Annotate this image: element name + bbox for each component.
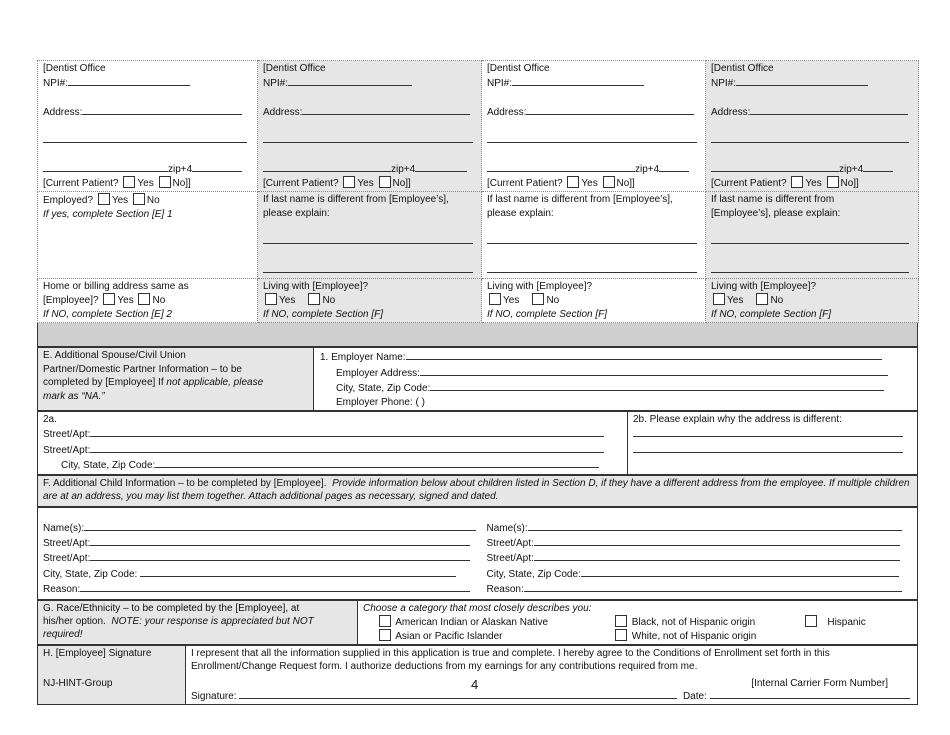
street-apt-field-1[interactable]: [534, 535, 900, 546]
home-address-yes-checkbox[interactable]: [103, 293, 115, 305]
date-field[interactable]: [710, 688, 910, 699]
checkbox-no[interactable]: [159, 176, 171, 188]
carrier-form-number: [Internal Carrier Form Number]: [751, 678, 888, 689]
section-e-title-line-2: Partner/Domestic Partner Information – to be: [43, 363, 242, 375]
zip-label: zip+4: [391, 163, 416, 175]
city-field[interactable]: [263, 161, 391, 172]
living-with-note: If NO, complete Section [F]: [487, 308, 608, 320]
explain-line-2[interactable]: [711, 262, 909, 273]
employed-note: If yes, complete Section [E] 1: [43, 208, 173, 220]
names-field[interactable]: [84, 520, 476, 531]
hispanic-checkbox[interactable]: [805, 615, 817, 627]
section-g: [37, 600, 918, 645]
dentist-office-cell-2[interactable]: [258, 61, 482, 192]
current-patient-label: [Current Patient?: [487, 178, 563, 190]
employer-address-label: Employer Address:: [336, 367, 420, 379]
address-field[interactable]: [82, 104, 242, 115]
employed-question: Employed?: [43, 195, 94, 207]
street-apt-label: Street/Apt:: [43, 537, 91, 549]
employed-yes-checkbox[interactable]: [98, 193, 110, 205]
street-apt-label: Street/Apt:: [43, 444, 91, 456]
living-with-note: If NO, complete Section [F]: [263, 308, 384, 320]
address-field[interactable]: [302, 104, 470, 115]
section-e-title: [38, 348, 314, 411]
address-line-2[interactable]: [263, 132, 473, 143]
npi-field[interactable]: [288, 75, 412, 86]
npi-label: NPI#:: [487, 78, 513, 90]
yes-label: Yes: [727, 295, 744, 307]
living-with-cell-4: [706, 279, 919, 323]
page-number: 4: [471, 677, 479, 692]
yes-label: Yes: [357, 178, 374, 190]
checkbox-yes[interactable]: [343, 176, 355, 188]
last-name-cell-2[interactable]: [258, 192, 482, 279]
last-name-cell-4[interactable]: [706, 192, 919, 279]
street-apt-label: Street/Apt:: [486, 553, 534, 565]
living-no-checkbox[interactable]: [756, 293, 768, 305]
section-e-title-line-4: mark as “NA.”: [43, 390, 105, 402]
item-2a-label: 2a.: [43, 413, 57, 425]
address-label: Address:: [711, 106, 751, 118]
npi-label: NPI#:: [43, 78, 69, 90]
section-e-title-italic: not applicable, please: [166, 377, 264, 389]
city-state-zip-label: City, State, Zip Code:: [486, 568, 581, 580]
city-state-zip-label: City, State, Zip Code:: [61, 460, 156, 472]
npi-label: NPI#:: [711, 78, 737, 90]
living-with-question: Living with [Employee]?: [263, 281, 369, 293]
explain-line-2[interactable]: [633, 442, 903, 453]
zip-label: zip+4: [635, 163, 660, 175]
street-apt-field-1[interactable]: [90, 426, 604, 437]
home-address-question-2: [Employee]?: [43, 295, 99, 307]
employed-cell: [38, 192, 258, 279]
yes-label: Yes: [117, 295, 134, 307]
explain-line-1[interactable]: [711, 233, 909, 244]
date-label: Date:: [682, 690, 707, 702]
home-address-note: If NO, complete Section [E] 2: [43, 308, 172, 320]
no-label: No]]: [172, 178, 191, 190]
choose-category-label: Choose a category that most closely describes you:: [363, 602, 592, 614]
footer-form-id: NJ-HINT-Group: [43, 678, 113, 689]
section-h: [37, 645, 918, 705]
dentist-office-label: [Dentist Office: [487, 63, 550, 74]
dependent-grid: [37, 60, 919, 323]
section-f-body: [37, 507, 918, 600]
dentist-office-row: [38, 61, 919, 192]
address-line-2[interactable]: [43, 132, 247, 143]
yes-label: Yes: [581, 178, 598, 190]
address-label: Address:: [263, 106, 303, 118]
current-patient-label: [Current Patient?: [711, 178, 787, 190]
street-apt-label: Street/Apt:: [43, 429, 91, 441]
asian-checkbox[interactable]: [379, 629, 391, 641]
npi-label: NPI#:: [263, 78, 289, 90]
yes-label: Yes: [111, 195, 129, 207]
no-label: No: [152, 295, 166, 307]
explain-line-2[interactable]: [263, 262, 473, 273]
city-field[interactable]: [711, 161, 839, 172]
section-h-title-text: H. [Employee] Signature: [43, 647, 152, 659]
section-e: [37, 347, 918, 411]
explain-line-1[interactable]: [487, 233, 697, 244]
address-label: Address:: [43, 106, 83, 118]
black-checkbox[interactable]: [615, 615, 627, 627]
dentist-office-label: [Dentist Office: [711, 63, 774, 74]
current-patient-label: [Current Patient?: [263, 178, 339, 190]
names-label: Name(s):: [43, 522, 85, 534]
street-apt-label: Street/Apt:: [486, 537, 534, 549]
living-with-note: If NO, complete Section [F]: [711, 308, 832, 320]
reason-field[interactable]: [80, 581, 470, 592]
street-apt-field-2[interactable]: [90, 550, 470, 561]
section-e-2: [37, 411, 918, 475]
no-label: No]]: [616, 178, 635, 190]
living-with-question: Living with [Employee]?: [487, 281, 593, 293]
no-label: No: [546, 295, 560, 307]
city-state-zip-field[interactable]: [581, 566, 899, 577]
street-apt-field-2[interactable]: [90, 442, 604, 453]
last-name-question-2: [Employee’s], please explain:: [711, 207, 841, 219]
npi-field[interactable]: [68, 75, 190, 86]
checkbox-no[interactable]: [827, 176, 839, 188]
address-field[interactable]: [750, 104, 908, 115]
street-apt-field-2[interactable]: [534, 550, 900, 561]
certification-statement: I represent that all the information supplied in this application is true and complete. I hereby agree to the Conditions of Enrollment set forth in this Enrollment/Change Request form. I authorize deductions from my earnings for any contributions required from me.: [191, 647, 830, 673]
employer-address-field[interactable]: [420, 365, 888, 376]
employed-row: [38, 192, 919, 279]
option-asian: Asian or Pacific Islander: [395, 630, 503, 642]
yes-label: Yes: [279, 295, 296, 307]
no-label: No]]: [392, 178, 411, 190]
home-address-question: Home or billing address same as: [43, 281, 189, 293]
section-f-title-italic: Provide information below about children listed in Section D, if they have a different address from the employee. If multiple children are at an address, you may list them together. Attach additional pages as necessary, signed and dated.: [43, 477, 910, 502]
signature-field[interactable]: [239, 688, 677, 699]
last-name-question: If last name is different from [Employee’s], please explain:: [263, 194, 449, 219]
checkbox-yes[interactable]: [791, 176, 803, 188]
living-yes-checkbox[interactable]: [265, 293, 277, 305]
section-g-title-line-1: G. Race/Ethnicity – to be completed by the [Employee], at: [43, 602, 300, 614]
living-no-checkbox[interactable]: [532, 293, 544, 305]
city-state-zip-label: City, State, Zip Code:: [336, 383, 431, 395]
living-with-cell-3: [482, 279, 706, 323]
zip-field[interactable]: [863, 161, 893, 172]
names-label: Name(s):: [486, 522, 528, 534]
reason-label: Reason:: [43, 584, 81, 596]
address-line-2[interactable]: [711, 132, 909, 143]
signature-label: Signature:: [191, 690, 237, 702]
no-label: No: [770, 295, 784, 307]
npi-field[interactable]: [512, 75, 644, 86]
address-field[interactable]: [526, 104, 694, 115]
dentist-office-cell-3[interactable]: [482, 61, 706, 192]
section-e-title-line-3: completed by [Employee] If: [43, 377, 164, 389]
zip-label: zip+4: [168, 163, 193, 175]
signature-block: [186, 645, 918, 704]
no-label: No: [146, 195, 160, 207]
option-hispanic: Hispanic: [827, 616, 866, 628]
city-field[interactable]: [487, 161, 635, 172]
employer-info: [314, 348, 918, 411]
last-name-cell-3[interactable]: [482, 192, 706, 279]
no-label: No]]: [840, 178, 859, 190]
living-with-question: Living with [Employee]?: [711, 281, 817, 293]
option-black: Black, not of Hispanic origin: [631, 616, 756, 628]
section-f-title-text: F. Additional Child Information – to be completed by [Employee].: [43, 477, 327, 489]
section-g-note: NOTE: your response is appreciated but NOT: [111, 615, 314, 627]
home-address-cell: [38, 279, 258, 323]
last-name-question: If last name is different from [Employee’s], please explain:: [487, 194, 673, 219]
checkbox-yes[interactable]: [567, 176, 579, 188]
reason-field[interactable]: [524, 581, 902, 592]
street-apt-field-1[interactable]: [90, 535, 470, 546]
no-label: No: [322, 295, 336, 307]
section-f-title: [38, 475, 918, 506]
enrollment-form-page: [37, 60, 918, 705]
living-yes-checkbox[interactable]: [489, 293, 501, 305]
section-f: [37, 475, 918, 507]
explain-line-1[interactable]: [263, 233, 473, 244]
dentist-office-label: [Dentist Office: [263, 63, 326, 74]
street-apt-label: Street/Apt:: [43, 553, 91, 565]
explain-line-2[interactable]: [487, 262, 697, 273]
checkbox-yes[interactable]: [123, 176, 135, 188]
zip-field[interactable]: [659, 161, 689, 172]
address-line-2[interactable]: [487, 132, 697, 143]
zip-field[interactable]: [192, 161, 242, 172]
section-g-note-2: required!: [43, 629, 83, 641]
american-indian-checkbox[interactable]: [379, 615, 391, 627]
section-g-title-line-2: his/her option.: [43, 615, 106, 627]
city-state-zip-label: City, State, Zip Code:: [43, 568, 138, 580]
yes-label: Yes: [805, 178, 822, 190]
npi-field[interactable]: [736, 75, 868, 86]
section-g-title: [38, 600, 358, 644]
white-checkbox[interactable]: [615, 629, 627, 641]
names-field[interactable]: [528, 520, 902, 531]
section-e-title-line-1: E. Additional Spouse/Civil Union: [43, 350, 186, 362]
checkbox-no[interactable]: [603, 176, 615, 188]
address-2a: [38, 411, 628, 474]
current-patient-label: [Current Patient?: [43, 178, 119, 190]
section-h-title: [38, 645, 186, 704]
zip-label: zip+4: [839, 163, 864, 175]
explain-line-1[interactable]: [633, 426, 903, 437]
yes-label: Yes: [137, 178, 154, 190]
employer-phone-field[interactable]: Employer Phone: ( ): [336, 396, 425, 408]
city-state-zip-field[interactable]: [155, 457, 599, 468]
employed-no-checkbox[interactable]: [133, 193, 145, 205]
address-living-row: [38, 279, 919, 323]
living-yes-checkbox[interactable]: [713, 293, 725, 305]
address-2b: [628, 411, 918, 474]
reason-label: Reason:: [486, 584, 524, 596]
child-address-right: [482, 507, 918, 599]
city-state-zip-field[interactable]: [140, 566, 456, 577]
option-american-indian: American Indian or Alaskan Native: [395, 616, 549, 628]
living-no-checkbox[interactable]: [308, 293, 320, 305]
last-name-question: If last name is different from: [711, 194, 835, 206]
dentist-office-label: [Dentist Office: [43, 63, 106, 74]
zip-field[interactable]: [415, 161, 467, 172]
option-white: White, not of Hispanic origin: [631, 630, 757, 642]
employer-name-label: 1. Employer Name:: [320, 352, 406, 364]
address-label: Address:: [487, 106, 527, 118]
checkbox-no[interactable]: [379, 176, 391, 188]
city-state-zip-field[interactable]: [430, 380, 884, 391]
home-address-no-checkbox[interactable]: [138, 293, 150, 305]
dentist-office-cell-1[interactable]: [38, 61, 258, 192]
city-field[interactable]: [43, 161, 168, 172]
dentist-office-cell-4[interactable]: [706, 61, 919, 192]
race-options: [358, 600, 918, 644]
employer-name-field[interactable]: [406, 349, 882, 360]
yes-label: Yes: [503, 295, 520, 307]
child-address-left: [38, 507, 482, 599]
separator-band: [37, 323, 918, 347]
living-with-cell-2: [258, 279, 482, 323]
item-2b-label: 2b. Please explain why the address is different:: [633, 413, 842, 425]
